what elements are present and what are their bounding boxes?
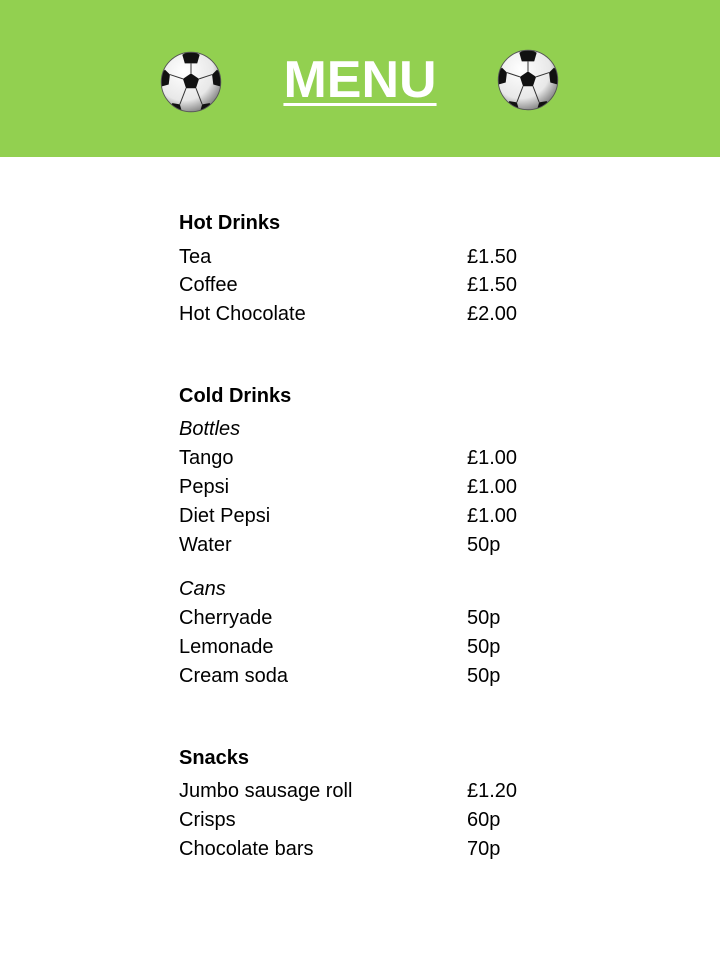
- item-name: Pepsi: [179, 476, 230, 498]
- header-banner: [0, 0, 720, 157]
- section-title-hot-drinks: Hot Drinks: [179, 212, 281, 234]
- item-price: 50p: [467, 665, 501, 687]
- section-title-cold-drinks: Cold Drinks: [179, 385, 292, 407]
- item-price: £1.00: [467, 476, 518, 498]
- item-price: 50p: [467, 607, 501, 629]
- item-name: Jumbo sausage roll: [179, 780, 353, 802]
- item-name: Hot Chocolate: [179, 303, 306, 325]
- item-name: Cherryade: [179, 607, 273, 629]
- item-price: £1.00: [467, 447, 518, 469]
- item-name: Tea: [179, 246, 212, 268]
- item-name: Lemonade: [179, 636, 274, 658]
- page-title: MENU: [283, 51, 437, 109]
- item-name: Water: [179, 534, 232, 556]
- item-price: £1.50: [467, 246, 518, 268]
- item-name: Crisps: [179, 809, 236, 831]
- item-name: Cream soda: [179, 665, 288, 687]
- soccer-ball-icon: [497, 49, 559, 111]
- item-price: £2.00: [467, 303, 518, 325]
- item-price: 70p: [467, 838, 501, 860]
- item-name: Diet Pepsi: [179, 505, 271, 527]
- subsection-title-cans: Cans: [179, 578, 226, 600]
- item-price: 50p: [467, 636, 501, 658]
- item-price: 60p: [467, 809, 501, 831]
- item-price: £1.20: [467, 780, 518, 802]
- item-name: Tango: [179, 447, 234, 469]
- item-price: 50p: [467, 534, 501, 556]
- item-price: £1.00: [467, 505, 518, 527]
- item-price: £1.50: [467, 274, 518, 296]
- section-title-snacks: Snacks: [179, 747, 250, 769]
- subsection-title-bottles: Bottles: [179, 418, 241, 440]
- item-name: Coffee: [179, 274, 238, 296]
- item-name: Chocolate bars: [179, 838, 314, 860]
